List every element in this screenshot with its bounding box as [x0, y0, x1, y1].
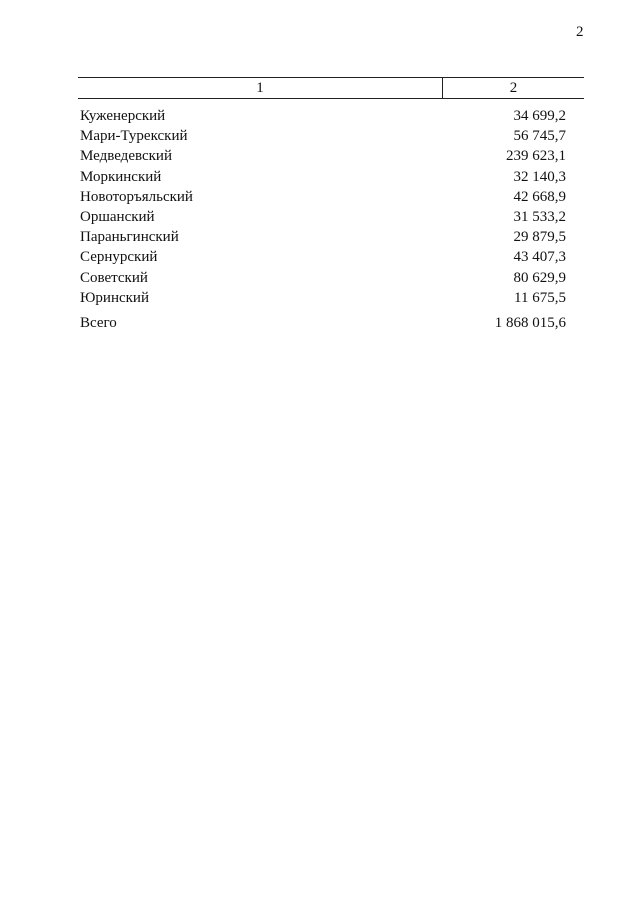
table-row [80, 126, 566, 146]
total-value: 1 868 015,6 [494, 315, 566, 331]
table-row [80, 247, 566, 267]
district-value: 11 675,5 [514, 289, 566, 306]
column-header-1: 1 [78, 78, 443, 98]
total-row [80, 313, 566, 333]
district-value: 239 623,1 [506, 148, 566, 165]
table-header [78, 77, 584, 99]
table-row [80, 227, 566, 247]
table-row [80, 207, 566, 227]
table-row [80, 288, 566, 308]
column-header-2: 2 [509, 80, 518, 96]
district-name: Новоторъяльский [80, 188, 193, 205]
total-label: Всего [80, 315, 117, 331]
district-value: 29 879,5 [513, 229, 566, 246]
district-value: 31 533,2 [513, 208, 566, 225]
district-name: Параньгинский [80, 229, 179, 246]
table-row [80, 268, 566, 288]
district-name: Медведевский [80, 148, 172, 165]
table-body [80, 106, 566, 308]
page-number: 2 [576, 24, 584, 40]
district-name: Оршанский [80, 208, 155, 225]
district-value: 80 629,9 [513, 269, 566, 286]
table-row [80, 167, 566, 187]
district-value: 34 699,2 [513, 108, 566, 124]
district-name: Мари-Турекский [80, 128, 188, 145]
table-row [80, 106, 566, 126]
district-name: Сернурский [80, 249, 158, 266]
district-value: 32 140,3 [513, 168, 566, 185]
district-name: Советский [80, 269, 148, 286]
district-name: Моркинский [80, 168, 162, 185]
district-value: 43 407,3 [513, 249, 566, 266]
district-name: Куженерский [80, 108, 166, 124]
district-value: 56 745,7 [513, 128, 566, 145]
table-row [80, 146, 566, 166]
district-value: 42 668,9 [513, 188, 566, 205]
table-row [80, 187, 566, 207]
district-name: Юринский [80, 289, 149, 306]
